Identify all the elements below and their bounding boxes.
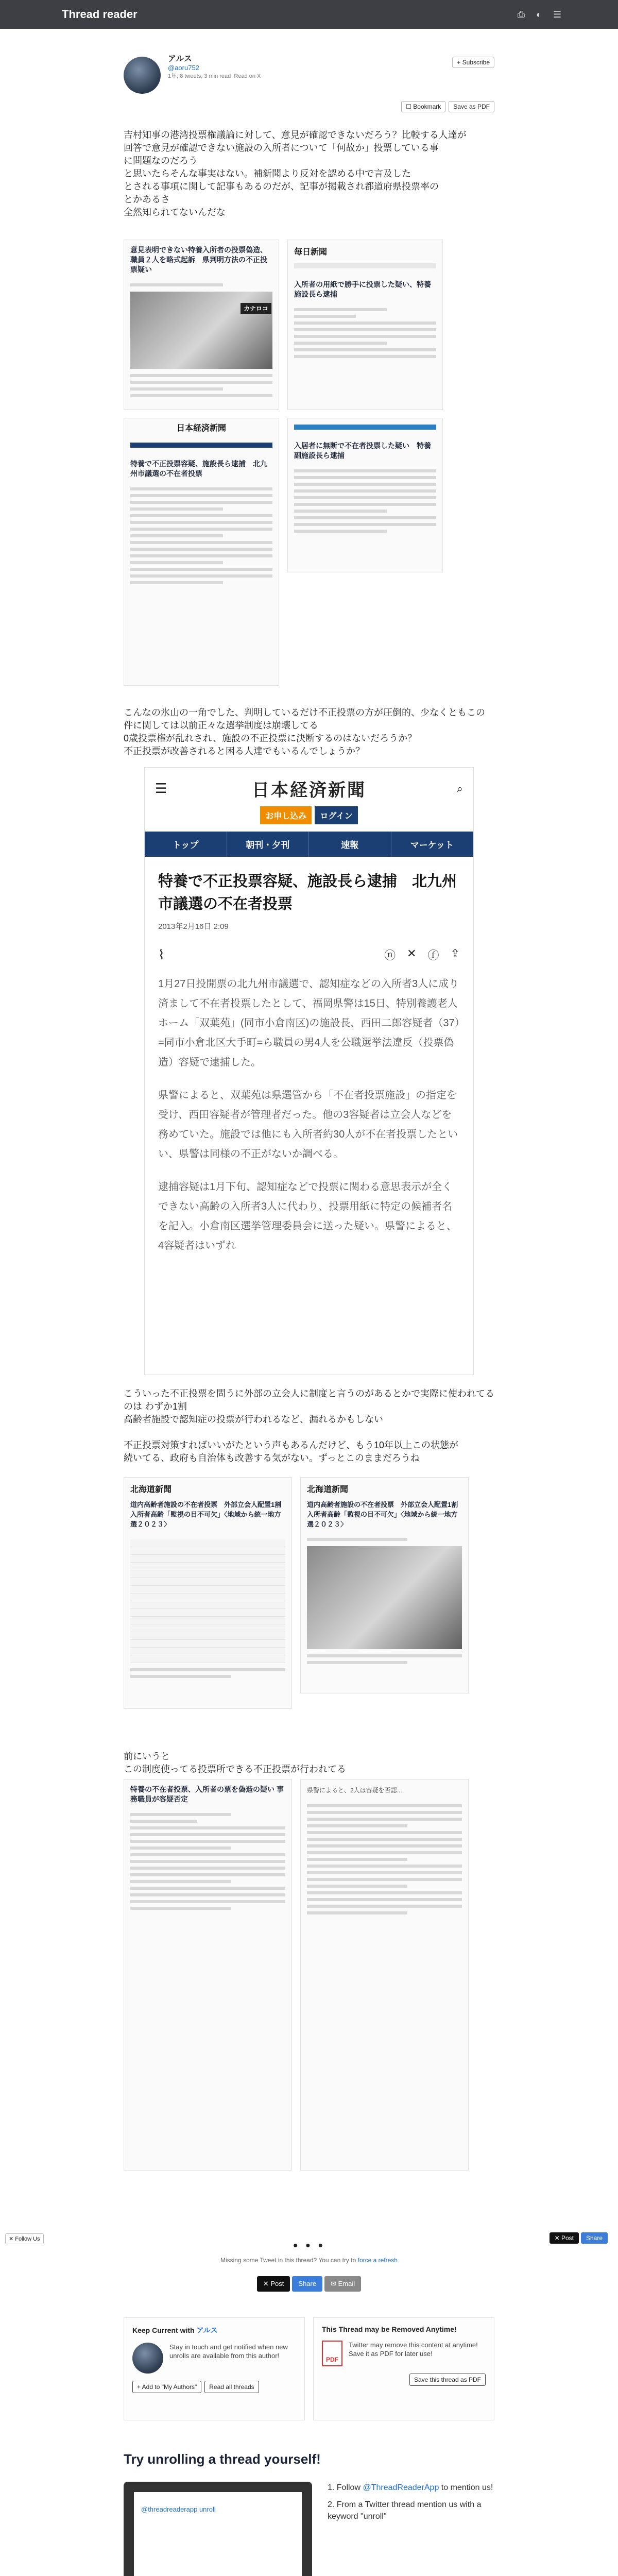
author-meta (168, 55, 261, 81)
x-share-icon: ✕ (407, 947, 417, 960)
bookmark-button[interactable]: ☐ Bookmark (401, 101, 445, 112)
threadreaderapp-link[interactable]: @ThreadReaderApp (363, 2483, 439, 2492)
nikkei-tab-top: トップ (145, 832, 227, 857)
thread-actions (401, 101, 494, 112)
try-unroll-section (124, 2451, 494, 2576)
email-button[interactable]: ✉ Email (324, 2276, 361, 2292)
phone-mockup (124, 2482, 312, 2576)
floating-share-button[interactable]: Share (581, 2232, 608, 2244)
article-paragraph: 県警によると、双葉苑は県選管から「不在者投票施設」の指定を受け、西田容疑者が管理者だった。他の3容疑者は立会人などを務めていた。施設では他にも入所者約30人が不在者投票したといい、県警は同様の不正がないか調べる。 (158, 1090, 458, 1160)
tweet-1-text: 吉村知事の港湾投票権議論に対して、意見が確認できないだろう？比較する人達が 回答で意見が確認できない施設の入所者について「何故か」投票している事 に問題なのだろう と思いたらそんな事実はない。補新聞より反対を認める中で言及した とされる事項に関して記事もあるのだが、記事が掲載され都道府県投票率の とかあるさ 全然知られてないんだな (124, 130, 467, 217)
tweet-2-text: こんなの氷山の一角でした、判明しているだけ不正投票の方が圧倒的、少なくともこの 件に関しては以前正々な選挙制度は崩壊してる 0歳投票権が乱れされ、施設の不正投票に決断するのはないだろうか？ 不正投票が改善されると困る人達でもいるんでしょうか？ (124, 707, 485, 756)
news-screenshot-article-2[interactable] (300, 1779, 469, 2171)
menu-icon[interactable]: ☰ (553, 9, 561, 20)
hamburger-icon: ☰ (155, 781, 167, 796)
save-pdf-button[interactable]: Save as PDF (449, 101, 494, 112)
thread-container (124, 36, 494, 2576)
post-to-x-button[interactable]: ✕ Post (257, 2276, 290, 2292)
removed-warning-text: Twitter may remove this content at anytime! Save it as PDF for later use! (349, 2341, 478, 2358)
removed-warning-title: This Thread may be Removed Anytime! (322, 2325, 457, 2333)
floating-post-button[interactable]: ✕ Post (550, 2232, 579, 2244)
share-button[interactable]: Share (292, 2276, 322, 2292)
nikkei-share-tools (145, 931, 473, 968)
nikkei-header (145, 768, 473, 801)
thread-stats: 1年, 8 tweets, 3 min read (168, 73, 231, 79)
try-unroll-title: Try unrolling a thread yourself! (124, 2451, 321, 2467)
author-name[interactable]: アルス (168, 55, 192, 63)
facebook-icon: ⓕ (427, 949, 439, 962)
news-headline: 入所者の用紙で勝手に投票した疑い、特養施設長ら逮捕 (294, 280, 431, 298)
pdf-icon: PDF (322, 2341, 342, 2366)
tweet-3-images (124, 1477, 469, 1709)
removed-warning-card (313, 2317, 494, 2420)
card-avatar (132, 2343, 163, 2374)
tweet-4-text: 前にいうと この制度使ってる投票所できる不正投票が行われてる (124, 1751, 346, 1774)
news-headline: 道内高齢者施設の不在者投票 外部立会人配置1割 入所者高齢「監視の目不可欠」〈地域から統一地方選２０２３〉 (307, 1501, 465, 1528)
news-screenshot-other[interactable] (287, 418, 443, 572)
news-headline: 意見表明できない特養入所者の投票偽造、職員２人を略式起訴 県判明方法の不正投票疑い (130, 246, 267, 274)
thread-end (124, 2238, 494, 2292)
nikkei-tab-breaking: 速報 (309, 832, 391, 857)
article-paragraph: 1月27日投開票の北九州市議選で、認知症などの入所者3人に成り済まして不在者投票したとして、福岡県警は15日、特別養護老人ホーム「双葉苑」(同市小倉南区)の施設長、西田二郎容疑者（37）=同市小倉北区大手町=ら職員の男4人を公職選挙法違反（投票偽造）容疑で逮捕した。 (158, 978, 460, 1068)
keep-current-card (124, 2317, 305, 2420)
read-all-threads-button[interactable]: Read all threads (204, 2381, 259, 2393)
tweet-1-images (124, 240, 443, 686)
theme-toggle-icon[interactable]: ◐ (536, 9, 542, 20)
news-headline: 道内高齢者施設の不在者投票 外部立会人配置1割 入所者高齢「監視の目不可欠」〈地域から統一地方選２０２３〉 (130, 1501, 288, 1528)
nikkei-tab-market: マーケット (391, 832, 474, 857)
end-dots: • • • (293, 2238, 325, 2253)
print-icon[interactable]: ⎙ (517, 9, 525, 20)
keep-current-text: Stay in touch and get notified when new unrolls are available from this author! (169, 2343, 288, 2360)
nikkei-article-screenshot[interactable] (144, 767, 474, 1375)
kanaloco-logo: カナロコ (241, 303, 271, 314)
unroll-steps (328, 2482, 494, 2576)
news-screenshot-nikkei-small[interactable] (124, 418, 279, 686)
news-screenshot-mainichi[interactable] (287, 240, 443, 410)
info-cards (124, 2317, 494, 2420)
missing-text: Missing some Tweet in this thread? You can try to (220, 2257, 356, 2264)
news-headline: 特養で不正投票容疑、施設長ら逮捕 北九州市議選の不在者投票 (130, 460, 267, 478)
nav-icons (518, 9, 561, 20)
nikkei-article-title: 特養で不正投票容疑、施設長ら逮捕 北九州市議選の不在者投票 (158, 873, 457, 912)
news-screenshot-hokkaido-2[interactable] (300, 1477, 469, 1693)
save-thread-pdf-button[interactable]: Save this thread as PDF (409, 2374, 486, 2386)
step-1: 1. Follow @ThreadReaderApp to mention us! (327, 2483, 493, 2492)
news-photo (307, 1546, 462, 1649)
mainichi-logo: 毎日新聞 (294, 247, 328, 257)
search-icon: ⌕ (456, 782, 463, 795)
hokkaido-logo: 北海道新聞 (307, 1484, 349, 1494)
news-screenshot-article-1[interactable] (124, 1779, 292, 2171)
author-name-link[interactable]: アルス (196, 2326, 218, 2334)
step-2: 2. From a Twitter thread mention us with a keyword "unroll" (327, 2500, 482, 2521)
keep-current-title: Keep Current with アルス (132, 2326, 218, 2334)
news-headline: 特養の不在者投票、入所者の票を偽造の疑い 事務職員が容疑否定 (130, 1785, 284, 1803)
news-screenshot-kanaloco[interactable] (124, 240, 279, 410)
subscribe-button[interactable]: + Subscribe (452, 57, 494, 68)
share-icon: ⇪ (450, 947, 460, 960)
nikkei-auth-buttons (145, 806, 473, 824)
nikkei-logo: 日本経済新聞 (176, 423, 226, 433)
add-to-my-authors-button[interactable]: + Add to "My Authors" (132, 2381, 201, 2393)
nikkei-tabs (145, 832, 473, 857)
nikkei-login-button: ログイン (315, 806, 357, 824)
brand-logo[interactable]: Thread reader (62, 8, 138, 21)
share-row (124, 2276, 494, 2292)
tweet-3-text: こういった不正投票を問うに外部の立会人に制度と言うのがあるとかで実際に使われてる のは わずか1割 高齢者施設で認知症の投票が行われるなど、漏れるかもしない 不正投票対策すればいいがたという声もあるんだけど、もう10年以上この状態が 続いてる、政府も自治体も改善する気がない。ずっとこのままだろうね (124, 1388, 494, 1463)
article-paragraph: 逮捕容疑は1月下旬、認知症などで投票に関わる意思表示が全くできない高齢の入所者3人に代わり、投票用紙に特定の候補者名を記入。小倉南区選挙管理委員会に送った疑い。県警によると、4容疑者はいずれ (158, 1181, 457, 1251)
n-share-icon: ⓝ (384, 949, 396, 962)
force-refresh-link[interactable]: force a refresh (357, 2257, 398, 2264)
nikkei-tab-paper: 朝刊・夕刊 (227, 832, 310, 857)
data-table-image (130, 1539, 285, 1663)
paperclip-icon: ⌇ (158, 947, 165, 962)
article-excerpt: 県警によると、2人は容疑を否認... (307, 1787, 402, 1794)
author-handle[interactable]: @aoru752 (168, 64, 199, 72)
follow-us-button[interactable]: ✕ Follow Us (5, 2233, 44, 2244)
tweet-4-images (124, 1779, 469, 2171)
news-screenshot-hokkaido-1[interactable] (124, 1477, 292, 1709)
avatar[interactable] (124, 57, 161, 94)
nikkei-article-date: 2013年2月16日 2:09 (158, 922, 229, 931)
nikkei-signup-button: お申し込み (260, 806, 312, 824)
nikkei-logo: 日本経済新聞 (252, 780, 366, 801)
nikkei-article-body (145, 968, 473, 1256)
phone-mention-text: @threadreaderapp unroll (141, 2505, 216, 2513)
read-on-x-link[interactable]: Read on X (234, 73, 261, 79)
top-navbar (0, 0, 618, 29)
floating-share (550, 2232, 608, 2244)
author-header (124, 36, 494, 110)
news-headline: 入居者に無断で不在者投票した疑い 特養副施設長ら逮捕 (294, 442, 431, 460)
hokkaido-logo: 北海道新聞 (130, 1484, 172, 1494)
missing-tweets-note (124, 2257, 494, 2264)
